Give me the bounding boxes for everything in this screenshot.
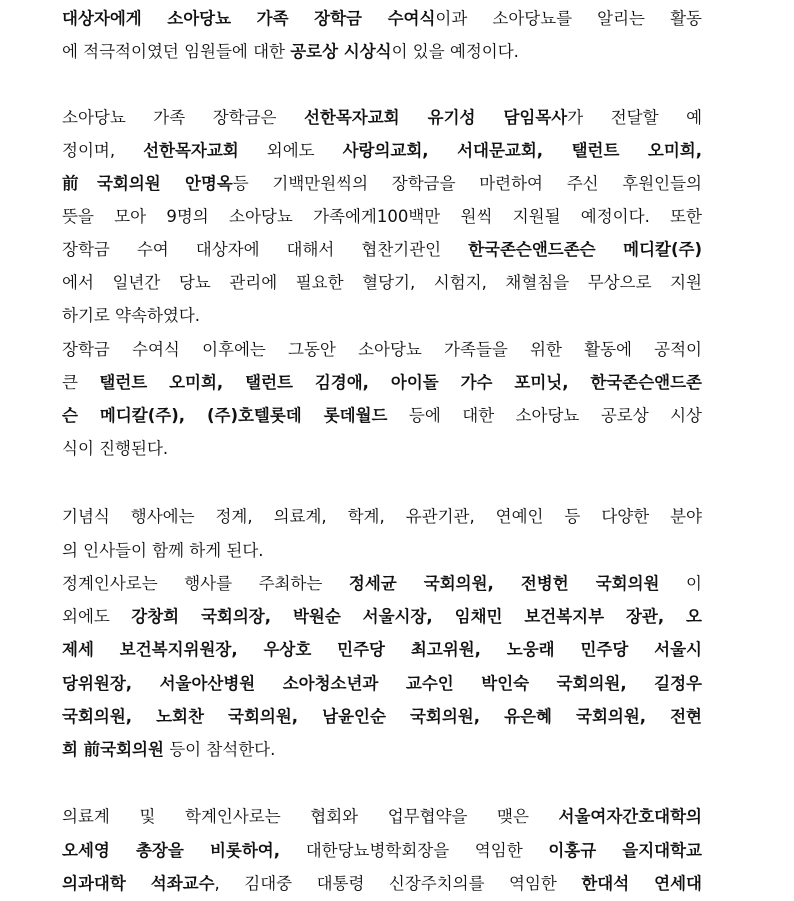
text-segment: 하기로 약속하였다. (62, 306, 201, 325)
text-line (62, 266, 702, 300)
text-segment: 소아당뇨 가족 장학금은 (62, 108, 304, 127)
bold-text-segment: 강창희 국회의장, 박원순 서울시장, 임채민 보건복지부 장관, 오 (131, 607, 702, 626)
bold-text-segment: 의과대학 석좌교수 (62, 874, 215, 893)
bold-text-segment: 희 前국회의원 (62, 740, 164, 759)
text-segment: 이 있을 예정이다. (391, 42, 519, 61)
bold-text-segment: 前국회의원 안명옥 (62, 174, 233, 193)
text-segment: 에 적극적이였던 임원들에 대한 (62, 42, 291, 61)
text-line (62, 134, 702, 168)
text-line (62, 834, 702, 868)
text-line (62, 733, 702, 767)
bold-text-segment: 선한목자교회 (143, 141, 239, 160)
text-line (62, 2, 702, 36)
text-line (62, 500, 702, 534)
text-segment: 등 기백만원씩의 장학금을 마련하여 주신 후원인들의 (232, 174, 702, 193)
text-segment: 가 전달할 예 (567, 108, 703, 127)
text-segment: 등에 대한 소아당뇨 공로상 시상 (387, 406, 702, 425)
text-line (62, 432, 702, 466)
text-line (62, 299, 702, 333)
text-segment: 식이 진행된다. (62, 439, 169, 458)
text-segment: 등이 참석한다. (163, 740, 276, 759)
text-segment: 장학금 수여 대상자에 대해서 협찬기관인 (62, 240, 469, 259)
text-segment: 정계인사로는 행사를 주최하는 (62, 574, 349, 593)
text-segment: 의 인사들이 함께 하게 된다. (62, 541, 264, 560)
text-line (62, 700, 702, 734)
text-line (62, 800, 702, 834)
text-segment: 정이며, (62, 141, 144, 160)
bold-text-segment: 한대석 연세대 (581, 874, 702, 893)
text-line (62, 867, 702, 901)
text-segment: 장학금 수여식 이후에는 그동안 소아당뇨 가족들을 위한 활동에 공적이 (62, 340, 702, 359)
bold-text-segment: 대상자에게 소아당뇨 가족 장학금 수여식 (62, 9, 436, 28)
text-line (62, 399, 702, 433)
text-line (62, 333, 702, 367)
text-line (62, 167, 702, 201)
text-segment: 뜻을 모아 9명의 소아당뇨 가족에게100백만 원씩 지원될 예정이다. 또한 (62, 207, 702, 226)
text-segment: 외에도 (238, 141, 343, 160)
text-line (62, 200, 702, 234)
text-segment: 에서 일년간 당뇨 관리에 필요한 혈당기, 시험지, 채혈침을 무상으로 지원 (62, 273, 702, 292)
text-segment: 의료계 및 학계인사로는 협회와 업무협약을 맺은 (62, 807, 559, 826)
text-line (62, 101, 702, 135)
bold-text-segment: 선한목자교회 유기성 담임목사 (303, 108, 568, 127)
text-line (62, 35, 702, 69)
text-segment: 기념식 행사에는 정계, 의료계, 학계, 유관기관, 연예인 등 다양한 분야 (62, 507, 702, 526)
bold-text-segment: 탤런트 오미희, 탤런트 김경애, 아이돌 가수 포미닛, 한국존슨앤드존 (99, 373, 703, 392)
bold-text-segment: 공로상 시상식 (290, 42, 392, 61)
text-segment: 외에도 (62, 607, 132, 626)
bold-text-segment: 당위원장, 서울아산병원 소아청소년과 교수인 박인숙 국회의원, 길정우 (62, 674, 702, 693)
bold-text-segment: 제세 보건복지위원장, 우상호 민주당 최고위원, 노웅래 민주당 서울시 (62, 640, 702, 659)
bold-text-segment: 오세영 총장을 비롯하여, (62, 841, 281, 860)
text-line (62, 633, 702, 667)
text-line (62, 600, 702, 634)
text-line (62, 534, 702, 568)
text-segment: , 김대중 대통령 신장주치의를 역임한 (214, 874, 582, 893)
text-segment: 이과 소아당뇨를 알리는 활동 (435, 9, 702, 28)
text-line (62, 366, 702, 400)
text-segment: 큰 (62, 373, 100, 392)
text-segment: 대한당뇨병학회장을 역임한 (280, 841, 549, 860)
bold-text-segment: 서울여자간호대학의 (558, 807, 702, 826)
bold-text-segment: 이홍규 을지대학교 (548, 841, 702, 860)
bold-text-segment: 정세균 국회의원, 전병헌 국회의원 (348, 574, 660, 593)
bold-text-segment: 슨 메디칼(주), (주)호텔롯데 롯데월드 (62, 406, 388, 425)
text-line (62, 233, 702, 267)
text-segment: 이 (659, 574, 702, 593)
bold-text-segment: 국회의원, 노회찬 국회의원, 남윤인순 국회의원, 유은혜 국회의원, 전현 (62, 707, 702, 726)
text-line (62, 667, 702, 701)
bold-text-segment: 한국존슨앤드존슨 메디칼(주) (468, 240, 702, 259)
text-line (62, 567, 702, 601)
bold-text-segment: 사랑의교회, 서대문교회, 탤런트 오미희, (342, 141, 703, 160)
